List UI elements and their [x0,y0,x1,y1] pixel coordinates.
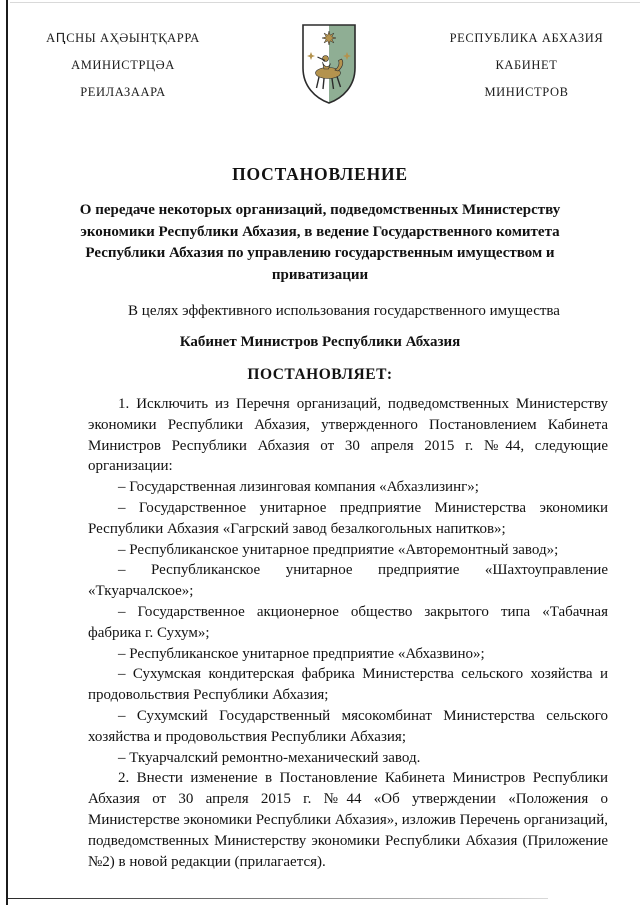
body-paragraph-9: – Сухумский Государственный мясокомбинат Министерства сельского хозяйства и продовольствия Республики Абхазия; [88,707,608,745]
body-paragraph-4: – Республиканское унитарное предприятие «Авторемонтный завод»; [118,541,559,558]
body-paragraph-5: – Республиканское унитарное предприятие «Шахтоуправление «Ткуарчалское»; [88,562,608,600]
big-star-icon [322,31,336,45]
body-paragraph-3: – Государственное унитарное предприятие Министерства экономики Республики Абхазия «Гагрский завод безалкогольных напитков»; [88,499,608,537]
letterhead-abkhaz-line-3: РЕИЛАЗААРА [80,85,166,99]
body-paragraph-1: 1. Исключить из Перечня организаций, подведомственных Министерству экономики Республики Абхазия, утвержденного Постановлением Кабинета Министров Республики Абхазия от 30 апреля 2015 г. №44, следующие организации: [88,396,608,475]
document-type-title: ПОСТАНОВЛЕНИЕ [232,164,408,184]
issuing-body: Кабинет Министров Республики Абхазия [179,334,461,350]
scan-edge-top-line [10,2,640,3]
letterhead-russian [439,22,614,106]
letterhead-abkhaz-line-2: АМИНИСТРЦӘА [71,58,175,72]
coat-of-arms-icon [299,22,359,106]
scan-edge-bottom-line [8,898,548,899]
body-paragraph-2: – Государственная лизинговая компания «Абхазлизинг»; [118,479,479,496]
body-paragraph-10: – Ткуарчалский ремонтно-механический завод. [118,749,421,766]
body-paragraph-7: – Республиканское унитарное предприятие «Абхазвино»; [118,645,485,662]
letterhead-russian-line-1: РЕСПУБЛИКА АБХАЗИЯ [449,31,604,45]
enacting-word: ПОСТАНОВЛЯЕТ: [247,366,393,383]
document-subject: О передаче некоторых организаций, подведомственных Министерству экономики Республики Абхазия, в ведение Государственного комитета Республики Абхазия по управлению государственным имуществом и приватизации [79,202,561,283]
document-preamble: В целях эффективного использования государственного имущества [128,303,560,319]
body-paragraph-11: 2. Внести изменение в Постановление Кабинета Министров Республики Абхазия от 30 апреля 2015 г. №44 «Об утверждении «Положения о Министерстве экономики Республики Абхазия», изложив Перечень организаций, подведомственных Министерству экономики Республики Абхазия (Приложение №2) в новой редакции (прилагается). [88,770,608,870]
body-paragraph-6: – Государственное акционерное общество закрытого типа «Табачная фабрика г. Сухум»; [88,603,608,641]
letterhead [0,0,640,106]
letterhead-russian-line-3: МИНИСТРОВ [484,85,569,99]
letterhead-abkhaz-line-1: АԤСНЫ АҲӘЫНҬҚАРРА [46,31,200,45]
body-paragraph-8: – Сухумская кондитерская фабрика Министерства сельского хозяйства и продовольствия Республики Абхазия; [88,666,608,704]
scan-edge-left-line [6,0,8,905]
letterhead-russian-line-2: КАБИНЕТ [495,58,558,72]
letterhead-abkhaz [28,22,218,106]
coat-of-arms-svg [299,22,359,106]
document-body [88,394,608,872]
